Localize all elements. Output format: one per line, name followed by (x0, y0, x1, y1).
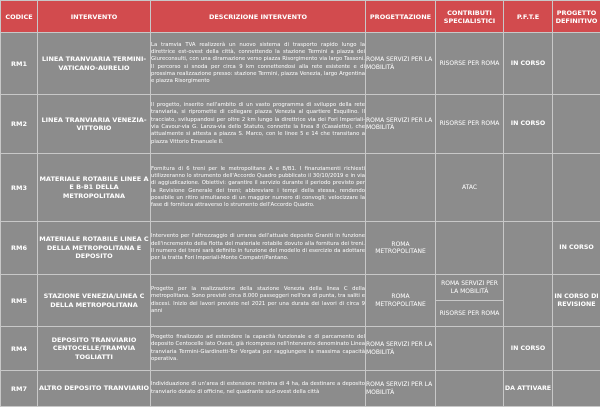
table-row (1, 275, 600, 327)
header-descrizione: DESCRIZIONE INTERVENTO (151, 1, 366, 33)
header-pfte: P.F.T.E (504, 1, 553, 33)
row-pfte (504, 275, 553, 327)
table-row (1, 371, 600, 407)
row-progettazione: ROMA SERVIZI PER LA MOBILITÀ (366, 371, 436, 407)
row-pfte (504, 154, 553, 222)
header-codice: CODICE (1, 1, 38, 33)
row-definitivo (553, 327, 600, 371)
row-intervento: ALTRO DEPOSITO TRANVIARIO (38, 371, 151, 407)
row-pfte: DA ATTIVARE (504, 371, 553, 407)
header-progetto-definitivo: PROGETTO DEFINITIVO (553, 1, 600, 33)
row-pfte: IN CORSO (504, 95, 553, 154)
row-code: RM7 (1, 371, 38, 407)
table-row (1, 327, 600, 371)
row-contributi (436, 275, 504, 327)
row-definitivo (553, 33, 600, 95)
row-definitivo: IN CORSO DI REVISIONE (553, 275, 600, 327)
row-code: RM6 (1, 222, 38, 275)
row-code: RM4 (1, 327, 38, 371)
table-row (1, 222, 600, 275)
row-intervento: DEPOSITO TRANVIARIO CENTOCELLE/TRAMVIA TOGLIATTI (38, 327, 151, 371)
row-description: Progetto finalizzato ad estendere la capacità funzionale e di parcamento del deposito Centocelle lato Ovest, già ricompreso nell'intervento denominato Linea tranviaria Termini-Giardinetti-Tor Vergata per raggiungere la massima capacità operativa. (151, 327, 366, 371)
row-intervento: LINEA TRANVIARIA TERMINI-VATICANO-AURELIO (38, 33, 151, 95)
row-contributi: RISORSE PER ROMA (436, 95, 504, 154)
row-description: La tramvia TVA realizzerà un nuovo sistema di trasporto rapido lungo la direttrice est-ovest della città, connettendo la stazione Termini a piazza dei Giureconsulti, con una diramazione verso piazza Risorgimento via largo Tassoni. Il percorso si snoda per circa 9 km connettendosi alla rete esistente e di prossima realizzazione presso: stazione Termini, piazza Venezia, largo Argentina e piazza Risorgimento (151, 33, 366, 95)
row-description: Intervento per l'attrezzaggio di urrarea dell'attuale deposito Graniti in funzione dell'incremento della flotta del materiale rotabile dovuto alla fornitura dei treni. Il numero dei treni sarà definito in funzione del modello di esercizio da adottare per la tratta Fori Imperiali-Monte Compatri/Pantano. (151, 222, 366, 275)
contributi-top: ROMA SERVIZI PER LA MOBILITÀ (436, 275, 503, 300)
row-contributi (436, 222, 504, 275)
row-progettazione: ROMA SERVIZI PER LA MOBILITÀ (366, 95, 436, 154)
table-row (1, 154, 600, 222)
row-intervento: MATERIALE ROTABILE LINEA C DELLA METROPOLITANA E DEPOSITO (38, 222, 151, 275)
row-progettazione: ROMA SERVIZI PER LA MOBILITÀ (366, 33, 436, 95)
row-intervento: LINEA TRANVIARIA VENEZIA-VITTORIO (38, 95, 151, 154)
row-code: RM2 (1, 95, 38, 154)
row-pfte: IN CORSO (504, 33, 553, 95)
row-intervento: STAZIONE VENEZIA/LINEA C DELLA METROPOLITANA (38, 275, 151, 327)
row-definitivo: IN CORSO (553, 222, 600, 275)
row-code: RM5 (1, 275, 38, 327)
row-definitivo (553, 95, 600, 154)
row-pfte: IN CORSO (504, 327, 553, 371)
row-progettazione: ROMA METROPOLITANE (366, 222, 436, 275)
row-contributi (436, 371, 504, 407)
header-row (1, 1, 600, 33)
row-definitivo (553, 154, 600, 222)
row-description: Progetto per la realizzazione della stazione Venezia della linea C della metropolitana. Sono previsti circa 8.000 passeggeri nell'ora di punta, tra saliti e discesi. Inizio dei lavori previsto nel 2021 per una durata dei lavori di circa 9 anni (151, 275, 366, 327)
row-contributi: ATAC (436, 154, 504, 222)
row-progettazione: ROMA SERVIZI PER LA MOBILITÀ (366, 327, 436, 371)
row-code: RM3 (1, 154, 38, 222)
row-intervento: MATERIALE ROTABILE LINEE A E B-B1 DELLA METROPOLITANA (38, 154, 151, 222)
row-code: RM1 (1, 33, 38, 95)
row-progettazione (366, 154, 436, 222)
contributi-bottom: RISORSE PER ROMA (436, 300, 503, 326)
table-row (1, 33, 600, 95)
row-contributi (436, 327, 504, 371)
header-contributi: CONTRIBUTI SPECIALISTICI (436, 1, 504, 33)
row-contributi: RISORSE PER ROMA (436, 33, 504, 95)
contributi-split (436, 275, 503, 326)
row-progettazione: ROMA METROPOLITANE (366, 275, 436, 327)
row-description: Fornitura di 6 treni per le metropolitane A e B/B1. I finanziamenti richiesti utilizzeranno lo strumento dell'Accordo Quadro pubblicato il 30/10/2019 e in via di aggiudicazione. Obiettivi: garantire il servizio durante il periodo previsto per la Revisione Generale dei treni; abbreviare i tempi della stessa, rendendo possibile un ritiro simultaneo di un maggior numero di convogli; velocizzare la fase di fornitura attraverso lo strumento dell'Accordo Quadro. (151, 154, 366, 222)
header-intervento: INTERVENTO (38, 1, 151, 33)
table-row (1, 95, 600, 154)
row-pfte (504, 222, 553, 275)
header-progettazione: PROGETTAZIONE (366, 1, 436, 33)
row-description: Il progetto, inserito nell'ambito di un vasto programma di sviluppo della rete tranviaria, si ripromette di collegare piazza Venezia al quartiere Esquilino. Il tracciato, sviluppandosi per oltre 2 km lungo la direttrice via dei Fori Imperiali-via Cavour-via G. Lanza-via dello Statuto, connette la linea 8 (Casaletto), che attualmente si attesta a piazza S. Marco, con le linee 5 e 14 che transitano a piazza Vittorio Emanuele II. (151, 95, 366, 154)
row-definitivo (553, 371, 600, 407)
row-description: Individuazione di un'area di estensione minima di 4 ha, da destinare a deposito tranviario dotato di officine, nel quadrante sud-ovest della città (151, 371, 366, 407)
